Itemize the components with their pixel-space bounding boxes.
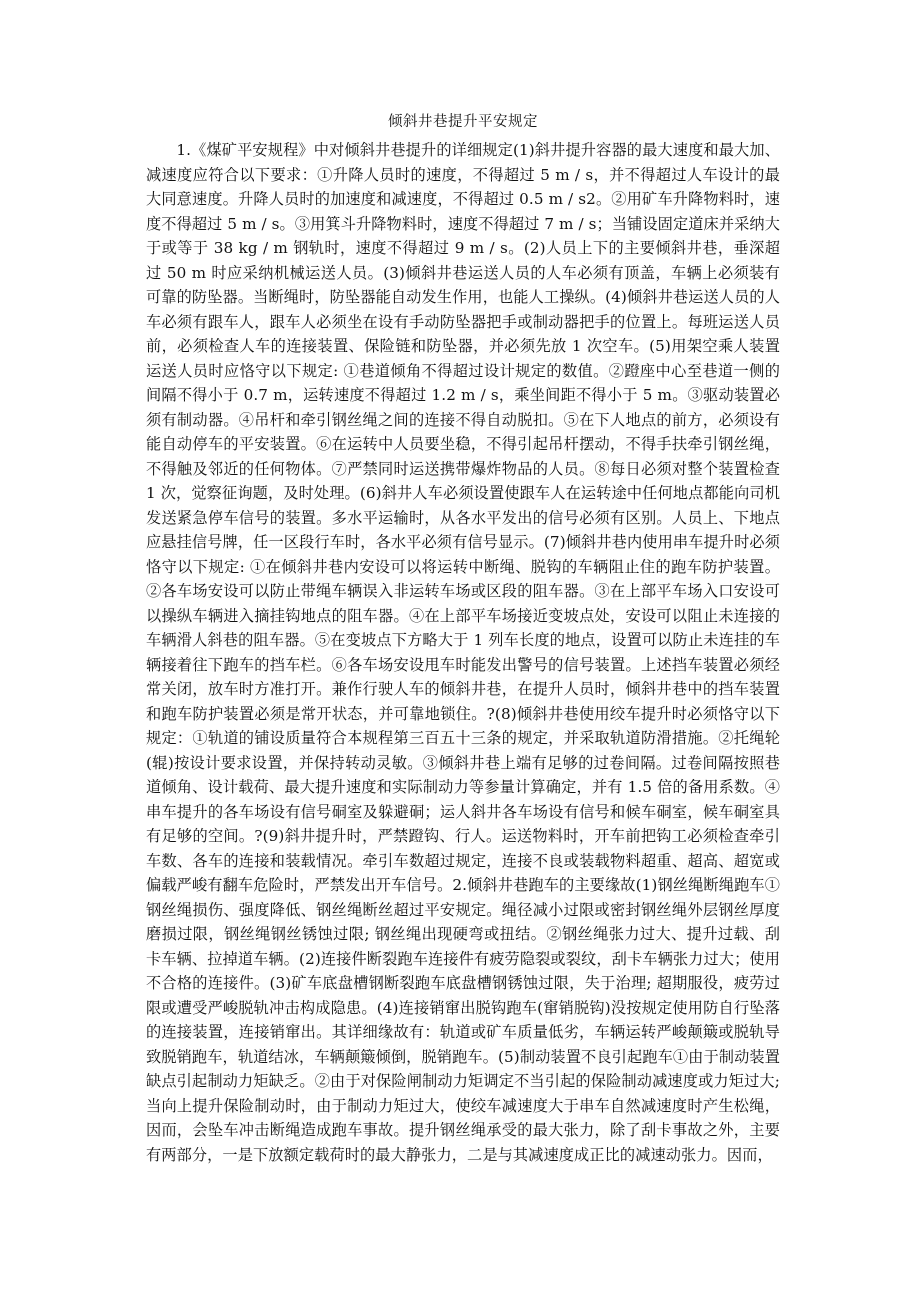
document-body-text: 1.《煤矿平安规程》中对倾斜井巷提升的详细规定(1)斜井提升容器的最大速度和最大加、减速度应符合以下要求：①升降人员时的速度，不得超过 5 m / s，并不得超过人车设计的最大同意速度。升降人员时的加速度和减速度，不得超过 0.5 m / s2。②用矿车升降物料时，速度不得超过 5 m / s。③用箕斗升降物料时，速度不得超过 7 m / s；当铺设固定道床并采纳大于或等于 38 kg / m 钢轨时，速度不得超过 9 m / s。(2)人员上下的主要倾斜井巷，垂深超过 50 m 时应采纳机械运送人员。(3)倾斜井巷运送人员的人车必须有顶盖，车辆上必须装有可靠的防坠器。当断绳时，防坠器能自动发生作用，也能人工操纵。(4)倾斜井巷运送人员的人车必须有跟车人，跟车人必须坐在设有手动防坠器把手或制动器把手的位置上。每班运送人员前，必须检查人车的连接装置、保险链和防坠器，并必须先放 1 次空车。(5)用架空乘人装置运送人员时应恪守以下规定: ①巷道倾角不得超过设计规定的数值。②蹬座中心至巷道一侧的间隔不得小于 0.7 m，运转速度不得超过 1.2 m / s，乘坐间距不得小于 5 m。③驱动装置必须有制动器。④吊杆和牵引钢丝绳之间的连接不得自动脱扣。⑤在下人地点的前方，必须设有能自动停车的平安装置。⑥在运转中人员要坐稳，不得引起吊杆摆动，不得手扶牵引钢丝绳，不得触及邻近的任何物体。⑦严禁同时运送携带爆炸物品的人员。⑧每日必须对整个装置检查 1 次，觉察征询题，及时处理。(6)斜井人车必须设置使跟车人在运转途中任何地点都能向司机发送紧急停车信号的装置。多水平运输时，从各水平发出的信号必须有区别。人员上、下地点应悬挂信号牌，任一区段行车时，各水平必须有信号显示。(7)倾斜井巷内使用串车提升时必须恪守以下规定: ①在倾斜井巷内安设可以将运转中断绳、脱钩的车辆阻止住的跑车防护装置。②各车场安设可以防止带绳车辆误入非运转车场或区段的阻车器。③在上部平车场入口安设可以操纵车辆进入摘挂钩地点的阻车器。④在上部平车场接近变坡点处，安设可以阻止未连接的车辆滑人斜巷的阻车器。⑤在变坡点下方略大于 1 列车长度的地点，设置可以防止未连挂的车辆接着往下跑车的挡车栏。⑥各车场安设甩车时能发出警号的信号装置。上述挡车装置必须经常关闭，放车时方准打开。兼作行驶人车的倾斜井巷，在提升人员时，倾斜井巷中的挡车装置和跑车防护装置必须是常开状态，并可靠地锁住。?(8)倾斜井巷使用绞车提升时必须恪守以下规定：①轨道的铺设质量符合本规程第三百五十三条的规定，并采取轨道防滑措施。②托绳轮(辊)按设计要求设置，并保持转动灵敏。③倾斜井巷上端有足够的过卷间隔。过卷间隔按照巷道倾角、设计载荷、最大提升速度和实际制动力等参量计算确定，并有 1.5 倍的备用系数。④串车提升的各车场设有信号硐室及躲避硐；运人斜井各车场设有信号和候车硐室，候车硐室具有足够的空间。?(9)斜井提升时，严禁蹬钩、行人。运送物料时，开车前把钩工必须检查牵引车数、各车的连接和装载情况。牵引车数超过规定，连接不良或装载物料超重、超高、超宽或偏载严峻有翻车危险时，严禁发出开车信号。2.倾斜井巷跑车的主要缘故(1)钢丝绳断绳跑车①钢丝绳损伤、强度降低、钢丝绳断丝超过平安规定。绳径减小过限或密封钢丝绳外层钢丝厚度磨损过限，钢丝绳钢丝锈蚀过限; 钢丝绳出现硬弯或扭结。②钢丝绳张力过大、提升过载、刮卡车辆、拉掉道车辆。(2)连接件断裂跑车连接件有疲劳隐裂或裂纹，刮卡车辆张力过大；使用不合格的连接件。(3)矿车底盘槽钢断裂跑车底盘槽钢锈蚀过限，失于治理; 超期服役，疲劳过限或遭受严峻脱轨冲击构成隐患。(4)连接销窜出脱钩跑车(窜销脱钩)没按规定使用防自行坠落的连接装置，连接销窜出。其详细缘故有：轨道或矿车质量低劣，车辆运转严峻颠簸或脱轨导致脱销跑车，轨道结冰，车辆颠簸倾倒，脱销跑车。(5)制动装置不良引起跑车①由于制动装置缺点引起制动力矩缺乏。②由于对保险闸制动力矩调定不当引起的保险制动减速度或力矩过大; 当向上提升保险制动时，由于制动力矩过大，使绞车减速度大于串车自然减速度时产生松绳，因而，会坠车冲击断绳造成跑车事故。提升钢丝绳承受的最大张力，除了刮卡事故之外，主要有两部分，一是下放额定载荷时的最大静张力，二是与其减速度成正比的减速动张力。因而， — [146, 141, 780, 1164]
document-title: 倾斜井巷提升平安规定 — [388, 114, 538, 130]
document-page — [146, 112, 780, 1167]
